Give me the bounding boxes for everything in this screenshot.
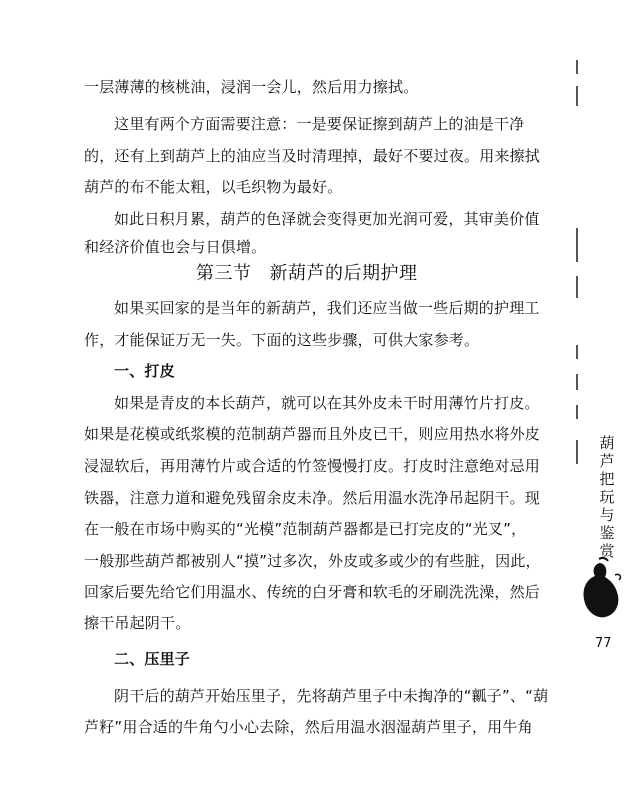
section-number: 第三节 <box>196 263 252 284</box>
paragraph-line: 一般那些葫芦都被别人“摸”过多次，外皮或多或少的有些脏，因此， <box>84 552 541 570</box>
paragraph-line: 葫芦的布不能太粗，以毛织物为最好。 <box>84 178 343 196</box>
book-title-char: 玩 <box>599 488 615 506</box>
paragraph-line: 如果买回家的是当年的新葫芦，我们还应当做一些后期的护理工 <box>114 299 540 317</box>
book-title-char: 把 <box>599 470 615 488</box>
paragraph-line: 擦干吊起阴干。 <box>84 614 191 632</box>
subheading-peel: 一、打皮 <box>114 362 175 380</box>
scan-mark <box>576 405 578 419</box>
book-title-vertical <box>596 434 618 560</box>
book-title-char: 鉴 <box>599 524 615 542</box>
book-title-char: 与 <box>599 506 615 524</box>
paragraph-line: 的，还有上到葫芦上的油应当及时清理掉，最好不要过夜。用来擦拭 <box>84 147 541 165</box>
scan-mark <box>576 440 578 464</box>
scan-mark <box>576 345 578 359</box>
paragraph-line: 芦籽”用合适的牛角勺小心去除，然后用温水洇湿葫芦里子，用牛角 <box>84 718 533 736</box>
section-title <box>196 263 418 285</box>
page-number: 77 <box>595 636 612 651</box>
book-title-char: 芦 <box>599 452 615 470</box>
paragraph-line: 作，才能保证万无一失。下面的这些步骤，可供大家参考。 <box>84 331 480 349</box>
paragraph-line: 在一般在市场中购买的“光模”范制葫芦器都是已打完皮的“光叉”， <box>84 520 527 538</box>
paragraph-line: 如果是青皮的本长葫芦，就可以在其外皮未干时用薄竹片打皮。 <box>114 394 540 412</box>
paragraph-line: 和经济价值也会与日俱增。 <box>84 238 267 256</box>
scan-mark <box>576 276 578 298</box>
paragraph-line: 如此日积月累，葫芦的色泽就会变得更加光润可爱，其审美价值 <box>114 210 540 228</box>
paragraph-line: 铁器，注意力道和避免残留余皮未净。然后用温水洗净吊起阴干。现 <box>84 489 541 507</box>
book-title-char: 葫 <box>599 434 615 452</box>
paragraph-line: 这里有两个方面需要注意：一是要保证擦到葫芦上的油是干净 <box>114 115 525 133</box>
paragraph-line: 如果是花模或纸浆模的范制葫芦器而且外皮已干，则应用热水将外皮 <box>84 425 541 443</box>
subheading-press-inside: 二、压里子 <box>114 650 191 668</box>
paragraph-line: 阴干后的葫芦开始压里子，先将葫芦里子中未掏净的“瓤子”、“葫 <box>114 687 549 705</box>
scan-mark <box>576 86 578 106</box>
book-title-char: 赏 <box>599 542 615 560</box>
scan-mark <box>576 228 578 262</box>
paragraph-line: 回家后要先给它们用温水、传统的白牙膏和软毛的牙刷洗洗澡，然后 <box>84 583 541 601</box>
section-name: 新葫芦的后期护理 <box>269 263 418 284</box>
scan-mark <box>576 374 578 390</box>
paragraph-line: 一层薄薄的核桃油，浸润一会儿，然后用力擦拭。 <box>84 78 419 96</box>
paragraph-line: 浸湿软后，再用薄竹片或合适的竹签慢慢打皮。打皮时注意绝对忌用 <box>84 457 541 475</box>
scan-mark <box>576 60 578 74</box>
gourd-icon <box>575 555 623 625</box>
